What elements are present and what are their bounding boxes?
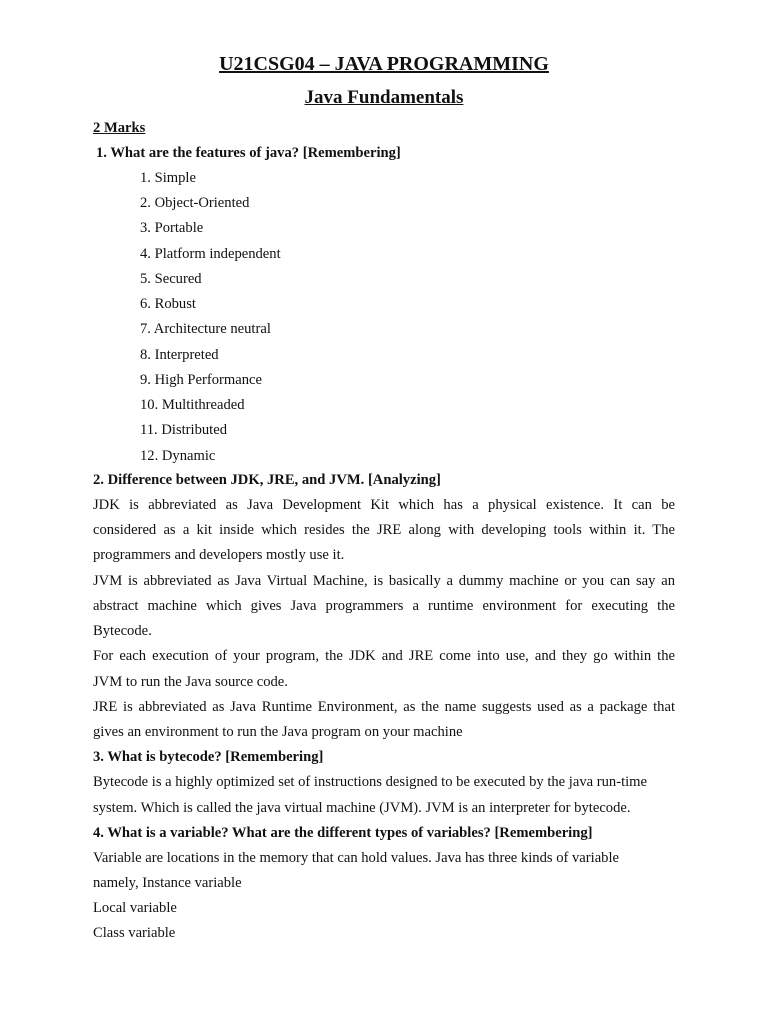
answer-line: For each execution of your program, the JDK and JRE come into use, and they go within the <box>93 648 675 664</box>
question-1-heading: 1. What are the features of java? [Remembering] <box>96 145 401 161</box>
document-subtitle: Java Fundamentals <box>304 87 464 108</box>
feature-item: 11. Distributed <box>140 422 228 438</box>
feature-item: 10. Multithreaded <box>140 397 245 413</box>
question-2-heading: 2. Difference between JDK, JRE, and JVM. [Analyzing] <box>93 472 441 488</box>
feature-item: 1. Simple <box>140 170 196 186</box>
answer-line: Local variable <box>93 900 177 916</box>
answer-line: system. Which is called the java virtual machine (JVM). JVM is an interpreter for bytecode. <box>93 800 631 816</box>
feature-item: 8. Interpreted <box>140 347 219 363</box>
answer-line: Variable are locations in the memory that can hold values. Java has three kinds of variable <box>93 850 620 866</box>
feature-item: 7. Architecture neutral <box>140 321 271 337</box>
answer-line: JVM is abbreviated as Java Virtual Machine, is basically a dummy machine or you can say an <box>93 573 675 589</box>
answer-line: JDK is abbreviated as Java Development Kit which has a physical existence. It can be <box>93 497 675 513</box>
answer-line: JRE is abbreviated as Java Runtime Environment, as the name suggests used as a package that <box>93 699 675 715</box>
feature-item: 3. Portable <box>140 220 204 236</box>
answer-line: Class variable <box>93 925 176 941</box>
feature-item: 2. Object-Oriented <box>140 195 250 211</box>
feature-item: 4. Platform independent <box>140 246 281 262</box>
document-title: U21CSG04 – JAVA PROGRAMMING <box>219 53 549 75</box>
answer-line: abstract machine which gives Java programmers a runtime environment for executing the <box>93 598 675 614</box>
answer-line: programmers and developers mostly use it. <box>93 547 345 563</box>
answer-line: gives an environment to run the Java program on your machine <box>93 724 463 740</box>
answer-line: namely, Instance variable <box>93 875 242 891</box>
feature-item: 5. Secured <box>140 271 202 287</box>
answer-line: Bytecode is a highly optimized set of instructions designed to be executed by the java run-time <box>93 774 648 790</box>
feature-item: 12. Dynamic <box>140 448 216 464</box>
question-3-heading: 3. What is bytecode? [Remembering] <box>93 749 324 765</box>
feature-item: 9. High Performance <box>140 372 262 388</box>
section-heading: 2 Marks <box>93 120 146 136</box>
answer-line: considered as a kit inside which resides the JRE along with developing tools within it. The <box>93 522 675 538</box>
answer-line: Bytecode. <box>93 623 152 639</box>
question-4-heading: 4. What is a variable? What are the different types of variables? [Remembering] <box>93 825 593 841</box>
feature-item: 6. Robust <box>140 296 196 312</box>
answer-line: JVM to run the Java source code. <box>93 674 288 690</box>
